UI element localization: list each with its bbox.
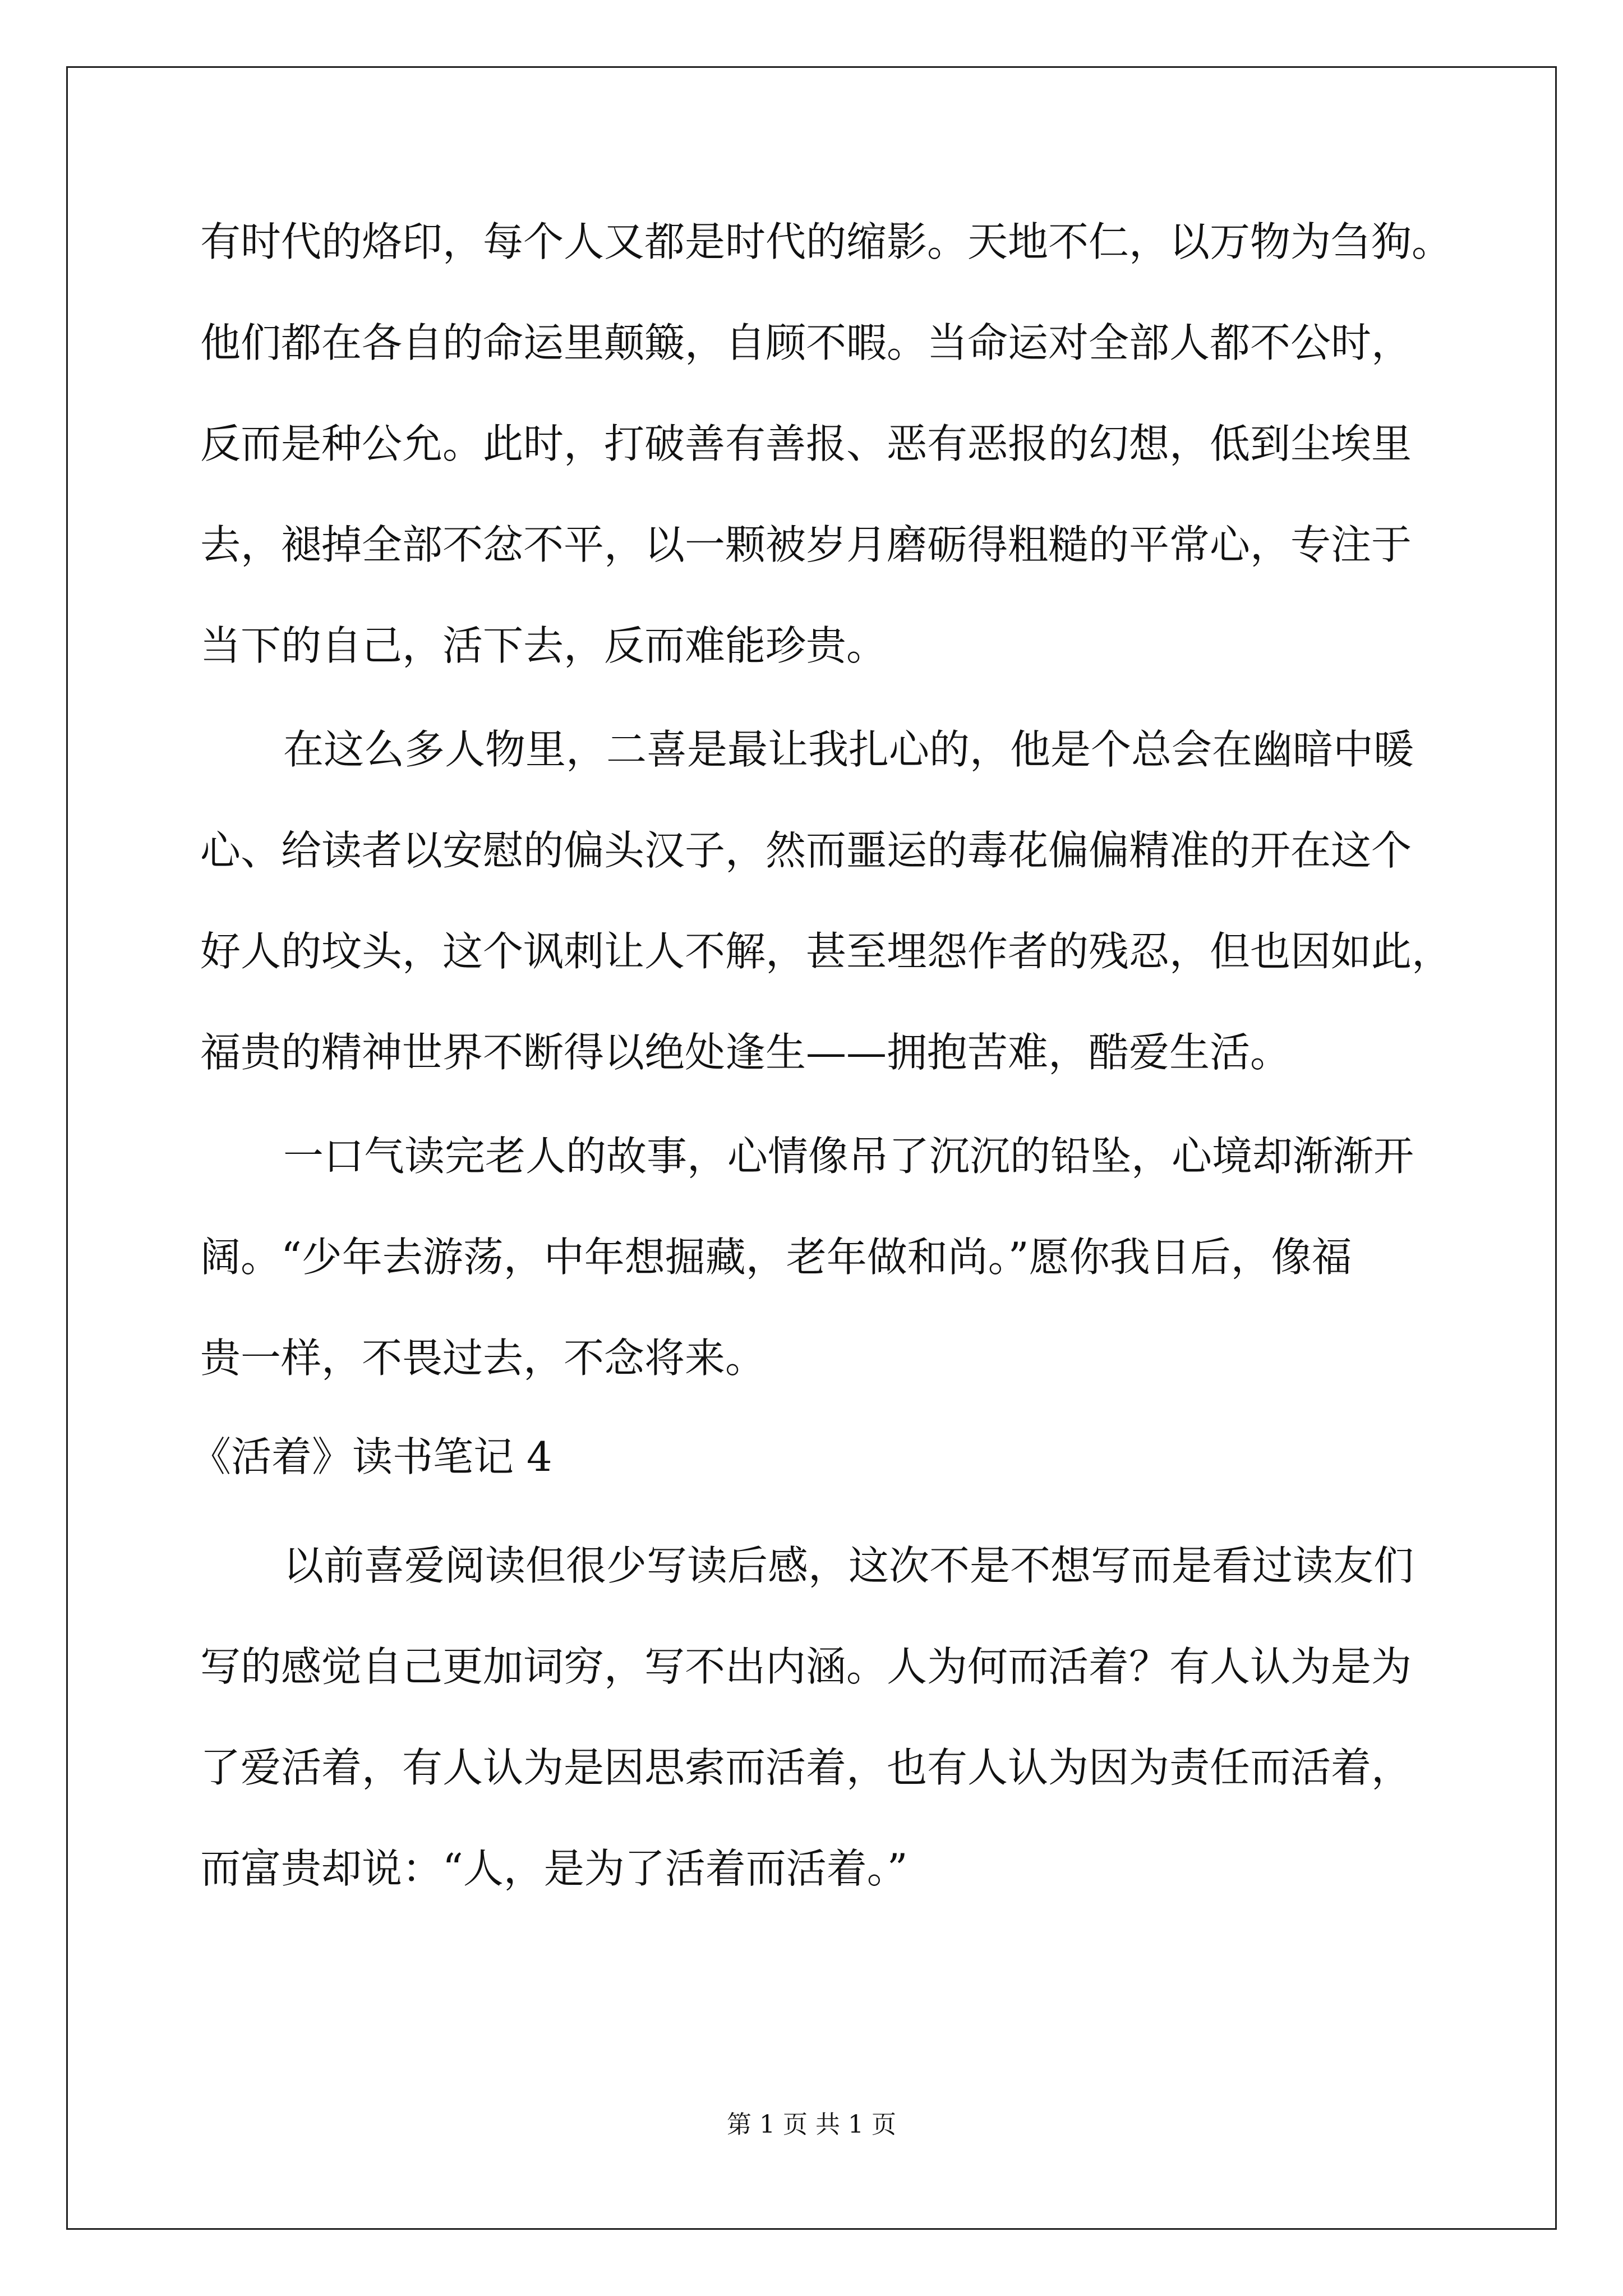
paragraph-first-line: 以前喜爱阅读但很少写读后感，这次不是不想写而是看过读友们 [283,1542,1414,1589]
body-text-line: 反而是种公允。此时，打破善有善报、恶有恶报的幻想，低到尘埃里 [200,420,1412,467]
body-text-line: 而富贵却说：“人，是为了活着而活着。” [200,1845,908,1892]
body-text-line: 心、给读者以安慰的偏头汉子，然而噩运的毒花偏偏精准的开在这个 [200,827,1412,874]
body-text-line: 阔。“少年去游荡，中年想掘藏，老年做和尚。”愿你我日后，像福 [200,1234,1352,1281]
body-text-line: 他们都在各自的命运里颠簸，自顾不暇。当命运对全部人都不公时， [200,319,1412,366]
paragraph-first-line: 一口气读完老人的故事，心情像吊了沉沉的铅坠，心境却渐渐开 [283,1133,1414,1180]
section-heading: 《活着》读书笔记 4 [191,1433,552,1480]
body-text-line: 福贵的精神世界不断得以绝处逢生——拥抱苦难，酷爱生活。 [200,1029,1291,1076]
body-text-line: 当下的自己，活下去，反而难能珍贵。 [200,622,887,669]
paragraph-first-line: 在这么多人物里，二喜是最让我扎心的，他是个总会在幽暗中暖 [283,726,1414,773]
body-text-line: 有时代的烙印，每个人又都是时代的缩影。天地不仁，以万物为刍狗。 [200,218,1453,265]
body-text-line: 好人的坟头，这个讽刺让人不解，甚至埋怨作者的残忍，但也因如此， [200,928,1453,975]
body-text-line: 写的感觉自己更加词穷，写不出内涵。人为何而活着？有人认为是为 [200,1643,1412,1690]
body-text-line: 去，褪掉全部不忿不平，以一颗被岁月磨砺得粗糙的平常心，专注于 [200,521,1412,568]
body-text-line: 了爱活着，有人认为是因思索而活着，也有人认为因为责任而活着， [200,1744,1412,1791]
body-text-line: 贵一样，不畏过去，不念将来。 [200,1335,766,1382]
page-footer: 第 1 页 共 1 页 [727,2110,896,2139]
